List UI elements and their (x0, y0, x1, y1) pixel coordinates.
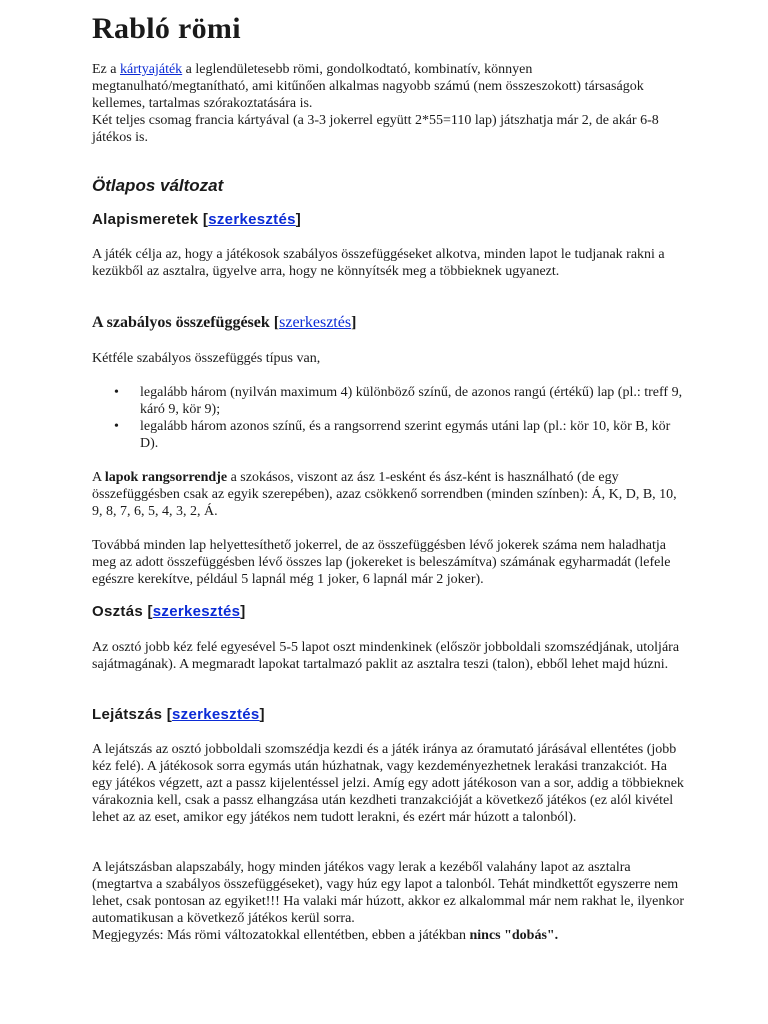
edit-link-osztas[interactable]: szerkesztés (152, 603, 241, 620)
section-alapismeretek (92, 211, 688, 228)
lejatszas-heading: Lejátszás [szerkesztés] (92, 706, 265, 723)
intro-text-start: Ez a (92, 62, 120, 77)
list-item-text: legalább három (nyilván maximum 4) különböző színű, de azonos rangú (értékű) lap (pl.: treff 9, káró 9, kör 9); (140, 385, 683, 417)
bullet-icon: • (114, 385, 119, 400)
edit-link-lejatszas[interactable]: szerkesztés (172, 706, 260, 723)
lejatszas-heading-text: Lejátszás (92, 706, 163, 723)
list-item (92, 418, 688, 452)
szabalyos-intro (92, 350, 688, 367)
alapismeretek-heading-text: Alapismeretek (92, 211, 199, 228)
edit-link-alapismeretek[interactable]: szerkesztés (208, 211, 296, 228)
intro-paragraph-2: Két teljes csomag francia kártyával (a 3-3 jokerrel együtt 2*55=110 lap) játszhatja már 2, de akár 6-8 játékos is. (92, 113, 659, 145)
lejatszas-body-2 (92, 859, 688, 944)
lejatszas-p2-main: A lejátszásban alapszabály, hogy minden játékos vagy lerak a kezéből valahány lapot az asztalra (megtartva a szabályos összefüggéseket), vagy húz egy lapot a talonból. Tehát mindkettőt egyszerre nem lehet, csak pontosan az egyiket!!! Ha valaki már húzott, akkor ez alkalommal már nem rakhat le, ilyenkor automatikusan a következő játékos kerül sorra. (92, 860, 685, 926)
section-lejatszas (92, 706, 688, 723)
szabalyos-heading-text: A szabályos összefüggések (92, 314, 270, 331)
otlapos-heading: Ötlapos változat (92, 176, 224, 195)
intro-paragraph (92, 61, 688, 112)
edit-link-szabalyos[interactable]: szerkesztés (279, 314, 352, 331)
alapismeretek-paragraph: A játék célja az, hogy a játékosok szabályos összefüggéseket alkotva, minden lapot le tudjanak rakni a kezükből az asztalra, ügyelve arra, hogy ne könnyítsék meg a többieknek ugyanezt. (92, 247, 665, 279)
szabalyos-intro-text: Kétféle szabályos összefüggés típus van, (92, 351, 321, 366)
page-title: Rabló römi (92, 12, 241, 45)
lejatszas-paragraph-1: A lejátszás az osztó jobboldali szomszédja kezdi és a játék iránya az óramutató járásával ellentétes (jobb kéz felé). A játékosok sorra egymás után húzhatnak, vagy kezdeményezhetnek lerakási tranzakciót. Ha egy játékos végzett, azt a passz kijelentéssel jelzi. Amíg egy adott játékoson van a sor, addig a többieknek várakoznia kell, csak a passz elhangzása után kezdheti tranzakcióját a következő játékos (ez alól kivétel lehet az az eset, amikor egy játékos nem tudott lerakni, és ezért már húzott a talonból). (92, 742, 684, 825)
rule-list (92, 384, 688, 452)
list-item (92, 384, 688, 418)
osztas-paragraph: Az osztó jobb kéz felé egyesével 5-5 lapot oszt mindenkinek (először jobboldali szomszédjának, utoljára sajátmagának). A megmaradt lapokat tartalmazó paklit az asztalra teszi (talon), ebből lehet majd húzni. (92, 640, 680, 672)
szabalyos-heading: A szabályos összefüggések [szerkesztés] (92, 314, 357, 331)
alapismeretek-heading: Alapismeretek [szerkesztés] (92, 211, 302, 228)
alapismeretek-body (92, 246, 688, 280)
rangsorrend-bold: lapok rangsorrendje (104, 470, 228, 485)
intro-text-rest: a leglendületesebb römi, gondolkodtató, kombinatív, könnyen megtanulható/megtanítható, ami kitűnően alkalmas nagyobb számú (nem összeszokott) társaságok kellemes, tartalmas szórakoztatására is. (92, 62, 644, 111)
section-osztas (92, 603, 688, 620)
list-item-text: legalább három azonos színű, és a rangsorrend szerint egymás utáni lap (pl.: kör 10, kör B, kör D). (140, 419, 671, 451)
rangsorrend-paragraph (92, 469, 688, 520)
joker-block (92, 537, 688, 588)
rangsorrend-block (92, 469, 688, 520)
intro-block (92, 61, 688, 146)
rangsorrend-text-rest: a szokásos, viszont az ász 1-esként és ász-ként is használható (de egy összefüggésben csak az egyik szerepében), azaz csökkenő sorrendben (minden színben): Á, K, D, B, 10, 9, 8, 7, 6, 5, 4, 3, 2, Á. (92, 470, 677, 519)
lejatszas-paragraph-2 (92, 859, 688, 944)
osztas-heading-text: Osztás (92, 603, 143, 620)
section-otlapos (92, 176, 688, 196)
lejatszas-body-1 (92, 741, 688, 826)
megjegyzes-bold: nincs "dobás". (469, 928, 559, 943)
section-szabalyos (92, 314, 688, 332)
kartyajatek-link[interactable]: kártyajáték (119, 62, 183, 77)
megjegyzes-text: Megjegyzés: Más römi változatokkal ellentétben, ebben a játékban (92, 928, 470, 943)
osztas-heading: Osztás [szerkesztés] (92, 603, 246, 620)
szabalyos-list (92, 384, 688, 452)
osztas-body (92, 639, 688, 673)
joker-paragraph: Továbbá minden lap helyettesíthető jokerrel, de az összefüggésben lévő jokerek száma nem haladhatja meg az adott összefüggésben lévő összes lap (jokereket is beleszámítva) számának egyharmadát (lefele egészre kerekítve, például 5 lapnál még 1 joker, 6 lapnál már 2 joker). (92, 538, 671, 587)
bullet-icon: • (114, 419, 119, 434)
rangsorrend-text-start: A (92, 470, 105, 485)
